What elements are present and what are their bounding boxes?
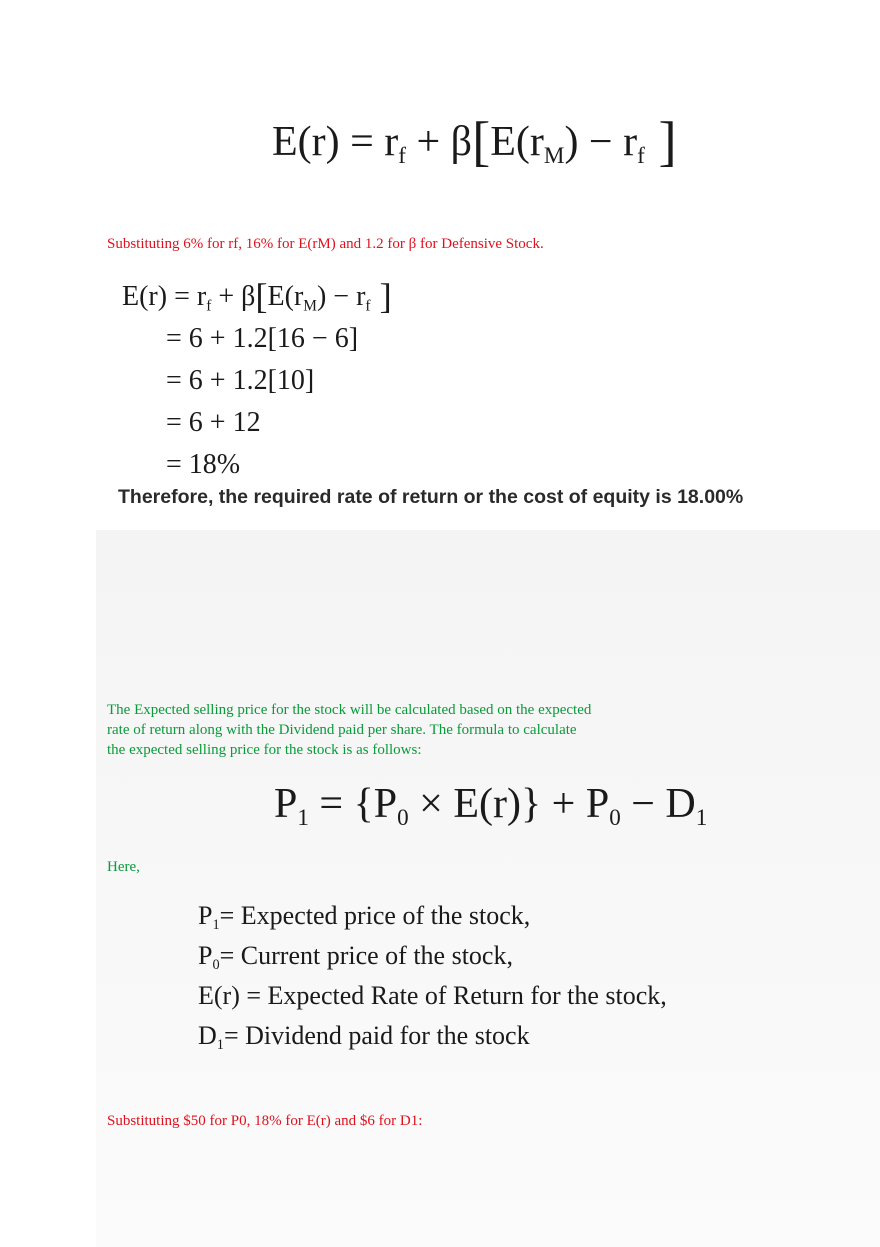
calc-line-3: = 6 + 1.2[10]: [166, 365, 315, 396]
def-text: = Expected price of the stock,: [219, 901, 531, 930]
def-text: = Dividend paid for the stock: [223, 1021, 530, 1050]
def-symbol: P: [198, 901, 213, 930]
definition-er: [198, 976, 667, 1016]
capm-rf-sub-2: f: [637, 142, 645, 169]
p1-minus: − D: [620, 781, 696, 827]
capm-bracket-open: [: [472, 110, 491, 172]
p1-eq: = {P: [308, 781, 398, 827]
calc-f-sub: f: [206, 297, 212, 315]
capm-rf-sub: f: [398, 142, 406, 169]
calc-f-sub-2: f: [365, 297, 371, 315]
p1-times: × E(r)} + P: [408, 781, 610, 827]
def-text: = Expected Rate of Return for the stock,: [239, 981, 667, 1010]
calc-m-sub: M: [303, 297, 317, 315]
capm-lhs: E(r) = r: [272, 119, 399, 165]
price-formula: [274, 780, 708, 831]
definition-d1: [198, 1016, 667, 1056]
calc-bracket-close: ]: [370, 275, 392, 316]
calc-line-5: = 18%: [166, 449, 241, 480]
definition-p1: [198, 896, 667, 936]
calc-bracket-open: [: [255, 275, 268, 316]
capm-minus: ) − r: [564, 119, 638, 165]
calc-beta: + β: [211, 281, 256, 312]
capm-m-sub: M: [543, 142, 565, 169]
def-text: = Current price of the stock,: [219, 941, 513, 970]
substitution-note-2: Substituting $50 for P0, 18% for E(r) and $6 for D1:: [107, 1113, 423, 1129]
capm-beta: + β: [406, 119, 473, 165]
calc-line-4: = 6 + 12: [166, 407, 261, 438]
substitution-note-1: Substituting 6% for rf, 16% for E(rM) and 1.2 for β for Defensive Stock.: [107, 236, 544, 252]
calculation-block: [122, 276, 392, 486]
capm-bracket-close: ]: [644, 110, 677, 172]
definition-p0: [198, 936, 667, 976]
note-line-2: rate of return along with the Dividend paid per share. The formula to calculate: [107, 722, 577, 738]
conclusion-text: Therefore, the required rate of return or the cost of equity is 18.00%: [118, 486, 744, 508]
selling-price-note: [107, 700, 591, 760]
p1-sub: 1: [297, 804, 309, 831]
d1-sub: 1: [695, 804, 708, 831]
definitions-block: [198, 896, 667, 1056]
shaded-background: [96, 530, 880, 1247]
def-sub: 1: [212, 917, 220, 933]
here-label: Here,: [107, 859, 140, 875]
def-symbol: E(r): [198, 981, 240, 1010]
calc-line-1: [122, 276, 392, 318]
def-sub: 0: [212, 957, 220, 973]
p0-sub: 0: [397, 804, 409, 831]
capm-formula: [272, 110, 677, 172]
calc-minus: ) − r: [316, 281, 366, 312]
capm-erm: E(r: [490, 119, 544, 165]
note-line-1: The Expected selling price for the stock will be calculated based on the expected: [107, 702, 592, 718]
p0-sub-2: 0: [609, 804, 621, 831]
def-sub: 1: [216, 1037, 224, 1053]
def-symbol: D: [198, 1021, 217, 1050]
calc-erm: E(r: [267, 281, 304, 312]
note-line-3: the expected selling price for the stock is as follows:: [107, 742, 422, 758]
calc-lhs: E(r) = r: [122, 281, 207, 312]
calc-line-2: = 6 + 1.2[16 − 6]: [166, 323, 359, 354]
p1-symbol: P: [274, 781, 298, 827]
def-symbol: P: [198, 941, 213, 970]
